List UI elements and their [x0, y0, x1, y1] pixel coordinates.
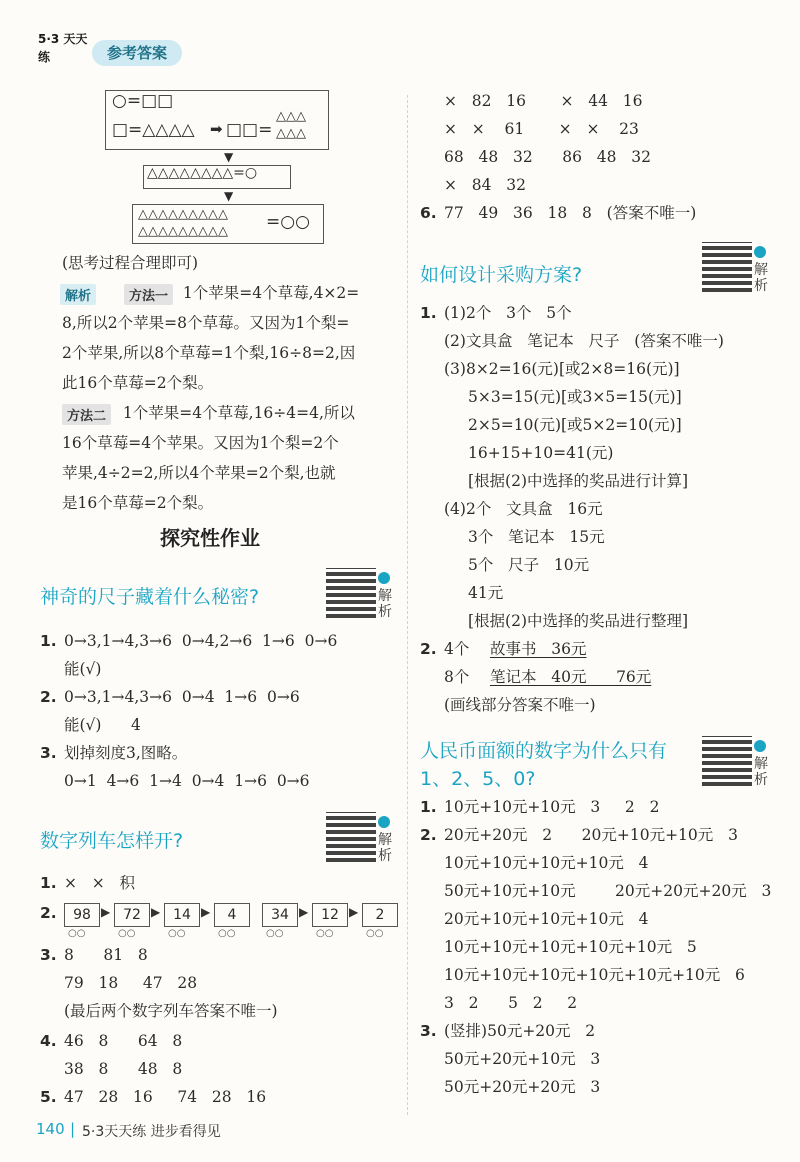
- arrow-down-icon: ▼: [224, 189, 234, 203]
- analysis-line: 2个苹果,所以8个草莓=1个梨,16÷8=2,因: [62, 344, 356, 362]
- arrow-right-icon: ▶: [101, 905, 111, 919]
- section-heading: 探究性作业: [160, 526, 260, 550]
- logo: [38, 30, 94, 70]
- answer-line: 划掉刻度3,图略。: [64, 744, 188, 762]
- triangle-stack: △△△△△△△△△ △△△△△△△△△: [138, 207, 228, 239]
- footer-text: 5·3天天练 进步看得见: [82, 1124, 221, 1140]
- play-icon: [378, 572, 390, 584]
- analysis-line: 16个草莓=4个苹果。又因为1个梨=2个: [62, 434, 339, 452]
- answer-line: (竖排)50元+20元 2: [444, 1022, 596, 1040]
- answer-line: 50元+20元+10元 3: [444, 1050, 601, 1068]
- wheel-icon: ○○: [316, 928, 334, 939]
- arrow-right-icon: ▶: [201, 905, 211, 919]
- train-car-value: 34: [271, 907, 289, 923]
- answer-line: (2)文具盒 笔记本 尺子 (答案不唯一): [444, 332, 724, 350]
- train-car-value: 12: [321, 907, 339, 923]
- q-number: 5.: [40, 1088, 57, 1106]
- train-car: [362, 903, 398, 927]
- analysis-line: 8,所以2个苹果=8个草莓。又因为1个梨=: [62, 314, 350, 332]
- diagram-row-1: ○=□□: [112, 91, 174, 111]
- diagram-row-2-right: □□=: [226, 120, 273, 140]
- qr-code-icon: [702, 736, 752, 786]
- wheel-icon: ○○: [168, 928, 186, 939]
- qr-label: 解析: [754, 262, 768, 294]
- answer-line: 能(√): [64, 660, 102, 678]
- q-number: 2.: [40, 688, 57, 706]
- answer-line: 8个: [444, 668, 485, 686]
- answer-line: 50元+10元+10元 20元+20元+20元 3: [444, 882, 772, 900]
- wheel-icon: ○○: [118, 928, 136, 939]
- train-car-value: 2: [375, 907, 385, 923]
- analysis-line: 1个苹果=4个草莓,16÷4=4,所以: [118, 404, 355, 422]
- train-car: [262, 903, 298, 927]
- wheel-icon: ○○: [266, 928, 284, 939]
- triangle-stack: △△△ △△△: [276, 109, 306, 141]
- arrow-right-icon: ▶: [151, 905, 161, 919]
- answer-line: 10元+10元+10元 3 2 2: [444, 798, 660, 816]
- train-car-value: 4: [227, 907, 237, 923]
- underlined-answer: 笔记本 40元 76元: [490, 668, 652, 686]
- q-number: 1.: [40, 874, 57, 892]
- analysis-line: 1个苹果=4个草莓,4×2=: [178, 284, 360, 302]
- q-number: 1.: [420, 304, 437, 322]
- section-title-ruler: 神奇的尺子藏着什么秘密?: [40, 586, 260, 608]
- method2-label: 方法二: [62, 404, 111, 425]
- answer-line: 能(√) 4: [64, 716, 141, 734]
- train-car-value: 72: [123, 907, 141, 923]
- q-number: 2.: [40, 904, 57, 922]
- answer-line: 20元+10元+10元+10元 4: [444, 910, 649, 928]
- q-number: 1.: [40, 632, 57, 650]
- answer-line: (最后两个数字列车答案不唯一): [64, 1002, 278, 1020]
- section-title-currency: 人民币面额的数字为什么只有: [420, 740, 668, 762]
- train-car: [164, 903, 200, 927]
- train-car-value: 98: [73, 907, 91, 923]
- answer-line: (1)2个 3个 5个: [444, 304, 572, 322]
- answer-line: 77 49 36 18 8 (答案不唯一): [444, 204, 697, 222]
- answer-line: 4个: [444, 640, 485, 658]
- underlined-answer: 故事书 36元: [490, 640, 587, 658]
- answer-line: 38 8 48 8: [64, 1060, 183, 1078]
- answer-line: × 84 32: [444, 176, 526, 194]
- note: (思考过程合理即可): [62, 254, 199, 272]
- answer-line: 5×3=15(元)[或3×5=15(元)]: [468, 388, 682, 406]
- answer-line: 50元+20元+20元 3: [444, 1078, 601, 1096]
- play-icon: [754, 246, 766, 258]
- answer-line: 46 8 64 8: [64, 1032, 183, 1050]
- answer-line: (3)8×2=16(元)[或2×8=16(元)]: [444, 360, 680, 378]
- arrow-down-icon: ▼: [224, 150, 234, 164]
- qr-label: 解析: [378, 588, 392, 620]
- answer-tag: [92, 40, 182, 66]
- answer-line: 8 81 8: [64, 946, 148, 964]
- diagram-row-3: △△△△△△△△=○: [147, 165, 258, 181]
- answer-line: 10元+10元+10元+10元+10元+10元 6: [444, 966, 745, 984]
- qr-label: 解析: [754, 756, 768, 788]
- answer-line: 68 48 32 86 48 32: [444, 148, 652, 166]
- q-number: 3.: [40, 946, 57, 964]
- answer-line: 3个 笔记本 15元: [468, 528, 605, 546]
- train-car: [312, 903, 348, 927]
- arrow-right-icon: ▶: [349, 905, 359, 919]
- analysis-label: 解析: [60, 284, 96, 305]
- answer-line: 0→3,1→4,3→6 0→4 1→6 0→6: [64, 688, 300, 706]
- qr-code-icon: [702, 242, 752, 292]
- arrow-right-icon: ▶: [299, 905, 309, 919]
- train-car: [114, 903, 150, 927]
- answer-line: (画线部分答案不唯一): [444, 696, 596, 714]
- answer-line: [根据(2)中选择的奖品进行计算]: [468, 472, 689, 490]
- q-number: 2.: [420, 640, 437, 658]
- answer-line: 0→1 4→6 1→4 0→4 1→6 0→6: [64, 772, 310, 790]
- page-number: 140: [36, 1120, 65, 1138]
- train-car-value: 14: [173, 907, 191, 923]
- q-number: 2.: [420, 826, 437, 844]
- answer-line: 16+15+10=41(元): [468, 444, 614, 462]
- answer-line: 47 28 16 74 28 16: [64, 1088, 267, 1106]
- answer-line: 10元+10元+10元+10元+10元 5: [444, 938, 697, 956]
- answer-line: 2×5=10(元)[或5×2=10(元)]: [468, 416, 682, 434]
- q-number: 4.: [40, 1032, 57, 1050]
- diagram-row-2-left: □=△△△△: [112, 120, 195, 140]
- section-title-train: 数字列车怎样开?: [40, 830, 184, 852]
- qr-label: 解析: [378, 832, 392, 864]
- wheel-icon: ○○: [218, 928, 236, 939]
- train-car: [214, 903, 250, 927]
- q-number: 6.: [420, 204, 437, 222]
- section-title-currency-2: 1、2、5、0?: [420, 768, 536, 790]
- answer-line: 10元+10元+10元+10元 4: [444, 854, 649, 872]
- answer-line: [根据(2)中选择的奖品进行整理]: [468, 612, 689, 630]
- analysis-line: 苹果,4÷2=2,所以4个苹果=2个梨,也就: [62, 464, 336, 482]
- answer-line: (4)2个 文具盒 16元: [444, 500, 603, 518]
- answer-line: 79 18 47 28: [64, 974, 198, 992]
- answer-line: 41元: [468, 584, 504, 602]
- train-car: [64, 903, 100, 927]
- q-number: 3.: [420, 1022, 437, 1040]
- section-title-purchase: 如何设计采购方案?: [420, 264, 583, 286]
- answer-line: 3 2 5 2 2: [444, 994, 578, 1012]
- qr-code-icon: [326, 568, 376, 618]
- diagram-row-4: =○○: [266, 212, 310, 232]
- answer-line: 5个 尺子 10元: [468, 556, 590, 574]
- play-icon: [378, 816, 390, 828]
- analysis-line: 此16个草莓=2个梨。: [62, 374, 214, 392]
- answer-line: × 82 16 × 44 16: [444, 92, 643, 110]
- play-icon: [754, 740, 766, 752]
- q-number: 1.: [420, 798, 437, 816]
- arrow-right-icon: ➡: [210, 120, 223, 138]
- wheel-icon: ○○: [68, 928, 86, 939]
- answer-line: 0→3,1→4,3→6 0→4,2→6 1→6 0→6: [64, 632, 338, 650]
- method1-label: 方法一: [124, 284, 173, 305]
- wheel-icon: ○○: [366, 928, 384, 939]
- logo-text: 5·3 天天练: [38, 32, 88, 64]
- qr-code-icon: [326, 812, 376, 862]
- answer-tag-text: 参考答案: [106, 44, 167, 62]
- analysis-line: 是16个草莓=2个梨。: [62, 494, 214, 512]
- q-number: 3.: [40, 744, 57, 762]
- answer-line: × × 积: [64, 874, 136, 892]
- column-divider: [407, 95, 408, 1115]
- answer-line: × × 61 × × 23: [444, 120, 639, 138]
- answer-line: 20元+20元 2 20元+10元+10元 3: [444, 826, 738, 844]
- footer-separator: |: [70, 1120, 76, 1138]
